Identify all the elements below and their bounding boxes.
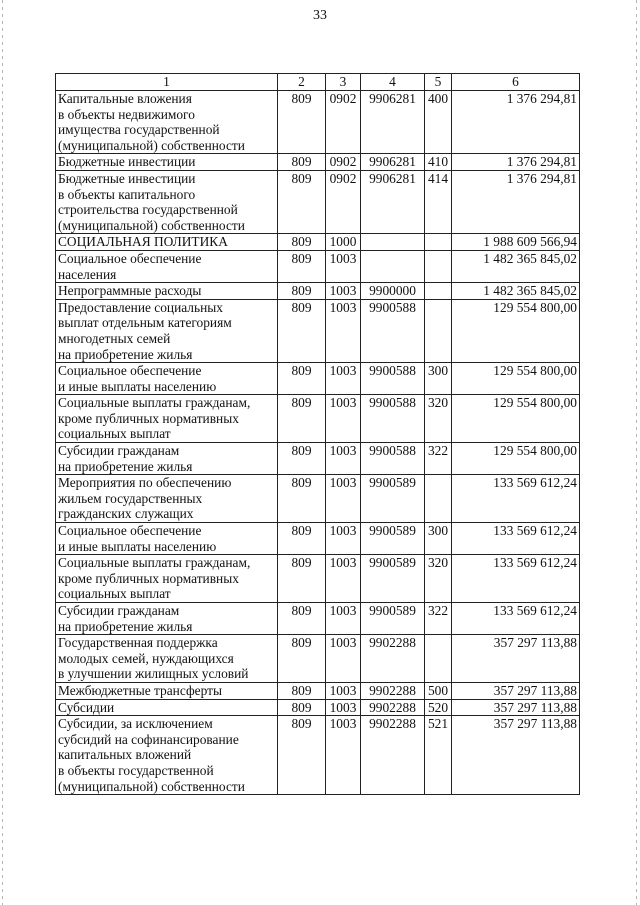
- cell-section-code: 1003: [326, 716, 361, 795]
- cell-ministry-code: 809: [278, 91, 326, 154]
- cell-ministry-code: 809: [278, 716, 326, 795]
- header-col-6: 6: [452, 74, 580, 91]
- cell-ministry-code: 809: [278, 443, 326, 475]
- cell-expense-type: 300: [425, 523, 452, 555]
- cell-amount: 133 569 612,24: [452, 475, 580, 523]
- cell-name: Социальные выплаты гражданам, кроме публичных нормативных социальных выплат: [56, 555, 278, 603]
- cell-ministry-code: 809: [278, 682, 326, 699]
- cell-ministry-code: 809: [278, 523, 326, 555]
- page-number: 33: [313, 8, 327, 23]
- cell-name: Государственная поддержка молодых семей, нуждающихся в улучшении жилищных условий: [56, 635, 278, 683]
- cell-target-article: 9900588: [361, 443, 425, 475]
- cell-target-article: 9900589: [361, 475, 425, 523]
- cell-expense-type: 320: [425, 395, 452, 443]
- scan-edge-left: [2, 0, 3, 905]
- budget-table: [55, 73, 580, 795]
- cell-name: Социальное обеспечение населения: [56, 250, 278, 282]
- cell-amount: 133 569 612,24: [452, 523, 580, 555]
- cell-target-article: [361, 250, 425, 282]
- table-row: [56, 91, 580, 154]
- table-row: [56, 363, 580, 395]
- cell-section-code: 1003: [326, 283, 361, 300]
- cell-ministry-code: 809: [278, 154, 326, 171]
- cell-ministry-code: 809: [278, 475, 326, 523]
- cell-amount: 1 376 294,81: [452, 91, 580, 154]
- cell-name: Социальные выплаты гражданам, кроме публичных нормативных социальных выплат: [56, 395, 278, 443]
- cell-amount: 129 554 800,00: [452, 443, 580, 475]
- cell-section-code: 1003: [326, 555, 361, 603]
- cell-section-code: 1000: [326, 234, 361, 251]
- cell-target-article: [361, 234, 425, 251]
- cell-amount: 133 569 612,24: [452, 555, 580, 603]
- cell-target-article: 9900588: [361, 395, 425, 443]
- header-row: [56, 74, 580, 91]
- cell-section-code: 1003: [326, 363, 361, 395]
- cell-section-code: 1003: [326, 603, 361, 635]
- cell-target-article: 9900589: [361, 523, 425, 555]
- cell-ministry-code: 809: [278, 603, 326, 635]
- cell-name: Социальное обеспечение и иные выплаты населению: [56, 523, 278, 555]
- cell-amount: 129 554 800,00: [452, 395, 580, 443]
- scan-edge-right: [636, 0, 637, 905]
- table-row: [56, 475, 580, 523]
- header-col-3: 3: [326, 74, 361, 91]
- cell-expense-type: [425, 283, 452, 300]
- cell-expense-type: 322: [425, 603, 452, 635]
- cell-amount: 357 297 113,88: [452, 699, 580, 716]
- cell-ministry-code: 809: [278, 635, 326, 683]
- cell-section-code: 1003: [326, 395, 361, 443]
- table-row: [56, 283, 580, 300]
- cell-expense-type: 400: [425, 91, 452, 154]
- cell-section-code: 0902: [326, 91, 361, 154]
- table-row: [56, 716, 580, 795]
- cell-amount: 1 482 365 845,02: [452, 250, 580, 282]
- cell-expense-type: [425, 635, 452, 683]
- cell-target-article: 9900588: [361, 363, 425, 395]
- header-col-2: 2: [278, 74, 326, 91]
- cell-expense-type: 322: [425, 443, 452, 475]
- cell-section-code: 1003: [326, 523, 361, 555]
- cell-amount: 129 554 800,00: [452, 363, 580, 395]
- cell-target-article: 9900589: [361, 555, 425, 603]
- header-col-4: 4: [361, 74, 425, 91]
- cell-expense-type: 300: [425, 363, 452, 395]
- cell-expense-type: 521: [425, 716, 452, 795]
- table-row: [56, 154, 580, 171]
- table-row: [56, 682, 580, 699]
- table-row: [56, 555, 580, 603]
- cell-name: Субсидии гражданам на приобретение жилья: [56, 443, 278, 475]
- cell-section-code: 1003: [326, 443, 361, 475]
- cell-ministry-code: 809: [278, 363, 326, 395]
- cell-name: Непрограммные расходы: [56, 283, 278, 300]
- cell-section-code: 1003: [326, 635, 361, 683]
- header-col-5: 5: [425, 74, 452, 91]
- cell-amount: 357 297 113,88: [452, 635, 580, 683]
- cell-expense-type: [425, 299, 452, 362]
- cell-name: Предоставление социальных выплат отдельным категориям многодетных семей на приобретение жилья: [56, 299, 278, 362]
- cell-expense-type: [425, 475, 452, 523]
- cell-section-code: 1003: [326, 682, 361, 699]
- cell-name: Мероприятия по обеспечению жильем государственных гражданских служащих: [56, 475, 278, 523]
- header-col-1: 1: [56, 74, 278, 91]
- cell-amount: 129 554 800,00: [452, 299, 580, 362]
- table-row: [56, 395, 580, 443]
- cell-section-code: 0902: [326, 170, 361, 233]
- table-row: [56, 250, 580, 282]
- cell-target-article: 9906281: [361, 170, 425, 233]
- cell-name: Субсидии: [56, 699, 278, 716]
- cell-ministry-code: 809: [278, 250, 326, 282]
- cell-section-code: 1003: [326, 299, 361, 362]
- cell-ministry-code: 809: [278, 234, 326, 251]
- cell-expense-type: [425, 234, 452, 251]
- cell-expense-type: 520: [425, 699, 452, 716]
- cell-amount: 133 569 612,24: [452, 603, 580, 635]
- table-row: [56, 170, 580, 233]
- cell-amount: 1 482 365 845,02: [452, 283, 580, 300]
- table-row: [56, 699, 580, 716]
- cell-name: Субсидии гражданам на приобретение жилья: [56, 603, 278, 635]
- cell-target-article: 9902288: [361, 635, 425, 683]
- cell-name: Социальное обеспечение и иные выплаты населению: [56, 363, 278, 395]
- cell-ministry-code: 809: [278, 699, 326, 716]
- cell-target-article: 9902288: [361, 682, 425, 699]
- cell-expense-type: [425, 250, 452, 282]
- cell-amount: 1 376 294,81: [452, 154, 580, 171]
- cell-section-code: 0902: [326, 154, 361, 171]
- cell-target-article: 9906281: [361, 154, 425, 171]
- cell-name: Субсидии, за исключением субсидий на софинансирование капитальных вложений в объекты государственной (муниципальной) собственности: [56, 716, 278, 795]
- cell-name: Капитальные вложения в объекты недвижимого имущества государственной (муниципальной) собственности: [56, 91, 278, 154]
- cell-amount: 1 988 609 566,94: [452, 234, 580, 251]
- cell-target-article: 9902288: [361, 699, 425, 716]
- cell-target-article: 9902288: [361, 716, 425, 795]
- cell-name: СОЦИАЛЬНАЯ ПОЛИТИКА: [56, 234, 278, 251]
- cell-name: Бюджетные инвестиции в объекты капитального строительства государственной (муниципальной) собственности: [56, 170, 278, 233]
- cell-expense-type: 320: [425, 555, 452, 603]
- cell-target-article: 9900589: [361, 603, 425, 635]
- cell-section-code: 1003: [326, 475, 361, 523]
- cell-name: Межбюджетные трансферты: [56, 682, 278, 699]
- cell-ministry-code: 809: [278, 555, 326, 603]
- table-row: [56, 234, 580, 251]
- cell-expense-type: 414: [425, 170, 452, 233]
- cell-ministry-code: 809: [278, 170, 326, 233]
- cell-ministry-code: 809: [278, 299, 326, 362]
- cell-expense-type: 500: [425, 682, 452, 699]
- cell-amount: 357 297 113,88: [452, 716, 580, 795]
- cell-amount: 357 297 113,88: [452, 682, 580, 699]
- cell-section-code: 1003: [326, 699, 361, 716]
- cell-expense-type: 410: [425, 154, 452, 171]
- table-row: [56, 603, 580, 635]
- cell-section-code: 1003: [326, 250, 361, 282]
- cell-target-article: 9900000: [361, 283, 425, 300]
- cell-ministry-code: 809: [278, 283, 326, 300]
- table-row: [56, 299, 580, 362]
- cell-amount: 1 376 294,81: [452, 170, 580, 233]
- table-row: [56, 523, 580, 555]
- cell-target-article: 9900588: [361, 299, 425, 362]
- table-row: [56, 443, 580, 475]
- cell-target-article: 9906281: [361, 91, 425, 154]
- cell-ministry-code: 809: [278, 395, 326, 443]
- cell-name: Бюджетные инвестиции: [56, 154, 278, 171]
- table-row: [56, 635, 580, 683]
- table-body: [56, 91, 580, 795]
